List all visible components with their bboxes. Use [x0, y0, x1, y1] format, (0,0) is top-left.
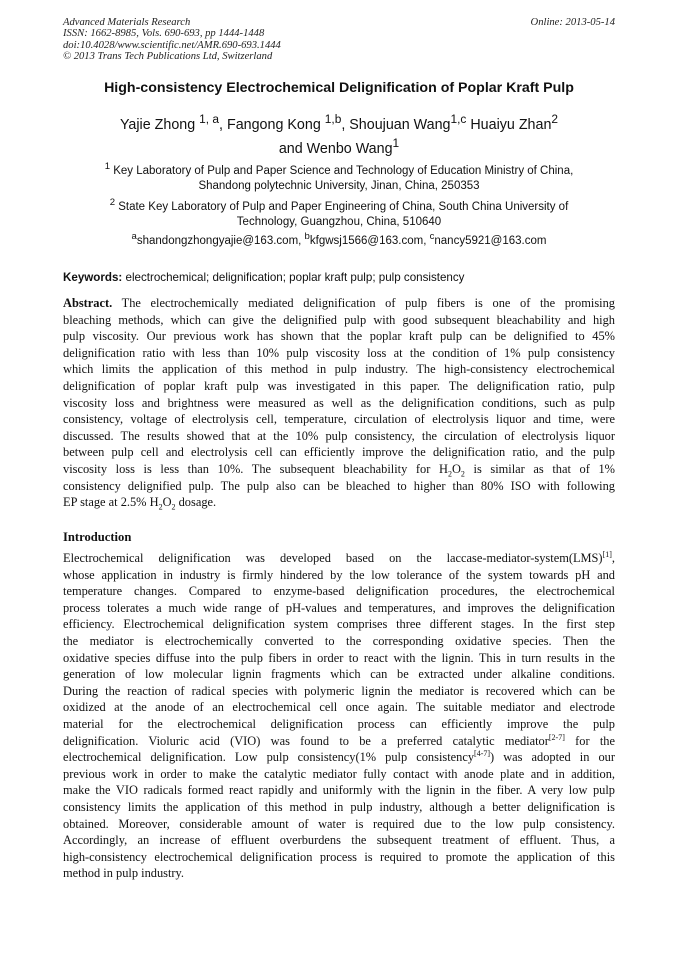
issn-line: ISSN: 1662-8985, Vols. 690-693, pp 1444-1448 — [63, 28, 265, 40]
author-name: , Fangong Kong — [219, 117, 321, 133]
email-mark: c — [429, 231, 435, 243]
intro-line: Electrochemical delignification was developed based on the laccase-mediator-system(LMS)[1], — [63, 549, 615, 565]
intro-line: high-consistency electrochemical delignification process is required to promote the application of this — [63, 849, 615, 864]
intro-line: material for the electrochemical delignification process can efficiently improve the pulp — [63, 716, 615, 731]
intro-line: generation of low molecular lignin fragments which can be extracted under alkaline conditions. — [63, 667, 615, 682]
paper-title: High-consistency Electrochemical Delignification of Poplar Kraft Pulp — [104, 80, 574, 96]
email-list — [40, 231, 638, 247]
email-mark: a — [131, 231, 137, 243]
abstract-label: Abstract. — [63, 296, 113, 310]
intro-line: oxidative species diffuse into the pulp fibers in order to react with the lignin. This in turn results in the — [63, 650, 615, 665]
intro-line: make the VIO radicals formed react rapidly and uniformly with the lignin in the fiber. A very low pulp — [63, 783, 615, 798]
abstract-line: bleaching methods, which can give the delignified pulp with good subsequent bleachability and high — [63, 312, 615, 327]
author-affil-mark: 1 — [392, 136, 400, 151]
email-address: shandongzhongyajie@163.com, — [136, 235, 305, 247]
email-address: kfgwsj1566@163.com, — [309, 235, 430, 247]
citation: [4-7] — [474, 749, 491, 758]
email-address: nancy5921@163.com — [434, 235, 547, 247]
abstract-line: Abstract. The electrochemically mediated delignification of pulp fibers is one of the promising — [63, 296, 615, 310]
abstract-line: consistency delignified pulp. The pulp also can be bleached to higher than 80% ISO with following — [63, 478, 615, 493]
author-list — [40, 113, 638, 161]
abstract-line: between pulp cell and electrolysis cell can efficiently improve the delignification ratio, and the pulp — [63, 445, 615, 460]
intro-line: electrochemical delignification. Low pulp consistency(1% pulp consistency[4-7]) was adopted in our — [63, 749, 615, 765]
abstract-line: discussed. The results showed that at the 10% pulp consistency, the circulation of electrolysis liquor — [63, 428, 615, 443]
email-mark: b — [304, 231, 310, 243]
author-affil-mark: 1, a — [199, 112, 220, 127]
section-heading-introduction: Introduction — [63, 530, 132, 544]
intro-line: temperature changes. Compared to enzyme-based delignification procedures, the electrochemical — [63, 584, 615, 599]
intro-line: delignification. Violuric acid (VIO) was found to be a preferred catalytic mediator[2-7] for the — [63, 732, 616, 748]
author-name: Yajie Zhong — [119, 117, 196, 133]
author-name: and Wenbo Wang — [278, 141, 393, 157]
intro-line: efficiency. Electrochemical delignification system comprises three different stages. In the first step — [63, 617, 615, 632]
author-line-2 — [40, 137, 638, 161]
abstract-line: which limits the application of this method in pulp industry. The high-consistency electrochemical — [63, 362, 615, 377]
affil-text: State Key Laboratory of Pulp and Paper Engineering of China, South China University of — [115, 201, 569, 213]
affil-text: Key Laboratory of Pulp and Paper Science and Technology of Education Ministry of China, — [110, 165, 574, 177]
author-affil-mark: 1,b — [324, 112, 342, 127]
journal-header — [63, 17, 615, 62]
affil-number: 2 — [109, 197, 116, 209]
intro-line: whose application in industry is firmly hindered by the low tolerance of the system towards pH and — [63, 567, 615, 582]
intro-line: the mediator is electrochemically converted to the corresponding oxidative species. Then the — [63, 633, 615, 648]
abstract-line: delignification of poplar kraft pulp was investigated in this paper. The delignification ratio, pulp — [63, 378, 615, 393]
online-date: Online: 2013-05-14 — [530, 17, 615, 28]
abstract-line: viscosity loss and brightness were measured as well as the delignification conditions, such as pulp — [63, 395, 615, 410]
author-name: Huaiyu Zhan — [466, 117, 552, 133]
abstract-line: pulp viscosity. Our previous work has shown that the poplar kraft pulp can be delignified to 45% — [63, 329, 615, 344]
intro-line: Accordingly, an increase of effluent overburdens the subsequent treatment of effluent. Thus, a — [63, 833, 615, 848]
intro-line: consistency limits the application of this method in pulp industry, although a better delignification is — [63, 799, 615, 814]
keywords-text: electrochemical; delignification; poplar kraft pulp; pulp consistency — [122, 271, 465, 284]
citation: [2-7] — [548, 732, 565, 742]
affiliation-1 — [60, 161, 618, 193]
abstract-line: viscosity loss is less than 10%. The subsequent bleachability for $H_2O_2$ is similar as that of 1% — [63, 461, 615, 479]
doi-line: doi:10.4028/www.scientific.net/AMR.690-693.1444 — [63, 39, 281, 51]
intro-line: previous work in order to make the catalytic mediator fully contact with anode plate and in addition, — [63, 766, 615, 781]
intro-line: process tolerates a much wide range of pH-values and temperatures, and improves the delignification — [63, 600, 615, 615]
abstract — [63, 295, 615, 511]
affil-text: Shandong polytechnic University, Jinan, China, 250353 — [198, 179, 480, 192]
author-line-1 — [40, 113, 638, 137]
author-affil-mark: 2 — [551, 112, 559, 127]
affil-number: 1 — [104, 161, 111, 173]
abstract-line: consistency, voltage of electrolysis cell, temperature, circulation of electrolysis liquor and time, were — [63, 412, 615, 427]
intro-line: method in pulp industry. — [63, 866, 185, 881]
author-name: , Shoujuan Wang — [341, 117, 451, 133]
keywords — [63, 271, 615, 284]
introduction-body — [63, 550, 615, 882]
abstract-line: EP stage at 2.5% $H_2O_2$ dosage. — [63, 495, 217, 512]
journal-name: Advanced Materials Research — [63, 17, 191, 28]
copyright-line: © 2013 Trans Tech Publications Ltd, Switzerland — [63, 50, 273, 62]
intro-line: oxidized at the anode of an electrochemical cell once again. The suitable mediator and electrode — [63, 700, 615, 715]
citation: [1] — [602, 549, 612, 559]
intro-line: During the reaction of radical species with polymeric lignin the mediator is recovered which can be — [63, 683, 615, 698]
author-affil-mark: 1,c — [450, 112, 467, 127]
abstract-line: delignification ratio with less than 10% pulp viscosity loss at the condition of 1% pulp consistency — [63, 345, 615, 360]
affiliation-2 — [60, 197, 618, 229]
keywords-label: Keywords: — [63, 271, 123, 284]
affil-text: Technology, Guangzhou, China, 510640 — [236, 215, 442, 228]
intro-line: obtained. Moreover, considerable amount of water is required due to the low pulp consistency. — [63, 816, 615, 831]
